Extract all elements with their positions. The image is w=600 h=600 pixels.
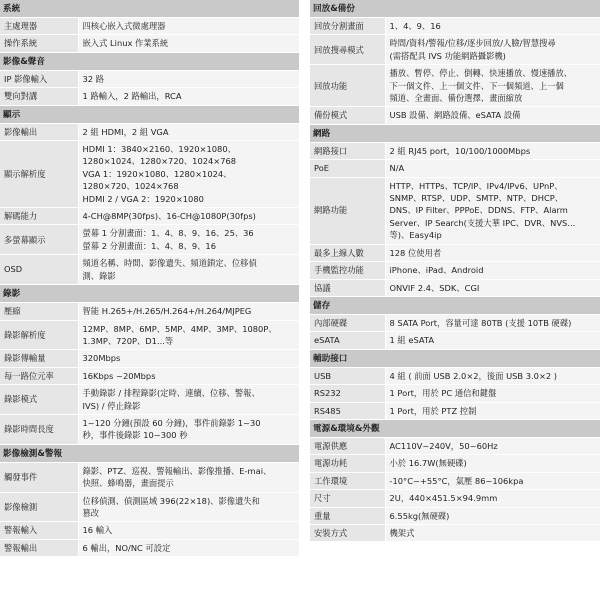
spec-label: 警報輸出	[0, 539, 78, 556]
spec-value	[385, 143, 600, 160]
spec-value	[78, 88, 299, 105]
spec-row	[310, 160, 600, 177]
spec-table	[310, 438, 600, 542]
spec-row	[0, 225, 299, 255]
spec-label: 尺寸	[310, 490, 385, 507]
spec-row	[310, 524, 600, 541]
spec-label: PoE	[310, 160, 385, 177]
spec-value-line: -10°C~+55°C，氣壓 86~106kpa	[389, 475, 524, 486]
spec-row	[310, 455, 600, 472]
spec-value-line: ONVIF 2.4、SDK、CGI	[389, 282, 480, 293]
spec-row	[310, 262, 600, 279]
spec-value-line: 6 輸出，NO/NC 可設定	[82, 542, 171, 553]
spec-value	[385, 455, 600, 472]
spec-value	[78, 414, 299, 444]
spec-label: 每一路位元率	[0, 367, 78, 384]
spec-table	[0, 463, 299, 557]
spec-value	[78, 320, 299, 350]
spec-value-line: 1~120 分鐘(預設 60 分鐘)，事件前錄影 1~30	[82, 417, 261, 428]
spec-value-line: 1 組 eSATA	[389, 335, 435, 346]
spec-value	[385, 385, 600, 402]
spec-label: 回放搜尋模式	[310, 35, 385, 65]
spec-value-line: 頻道、全畫面、備份選擇、畫面縮放	[389, 93, 523, 104]
spec-label: 影像檢測	[0, 492, 78, 522]
spec-table	[310, 315, 600, 350]
spec-table	[0, 124, 299, 285]
spec-value-line: 1280×1024、1280×720、1024×768	[82, 156, 237, 167]
spec-value-line: 2 組 RJ45 port，10/100/1000Mbps	[389, 145, 531, 156]
spec-value	[78, 350, 299, 367]
spec-label: 電源功耗	[310, 455, 385, 472]
spec-value-line: 4 組 ( 前面 USB 2.0×2，後面 USB 3.0×2 )	[389, 370, 558, 381]
spec-value-line: iPhone、iPad、Android	[389, 265, 484, 276]
spec-label: USB	[310, 368, 385, 385]
spec-row	[0, 303, 299, 320]
spec-value-line: IVS) / 停止錄影	[82, 400, 141, 411]
spec-value-line: 嵌入式 Linux 作業系統	[82, 38, 169, 49]
spec-row	[0, 367, 299, 384]
spec-value-line: 1 Port，用於 PC 通信和鍵盤	[389, 388, 497, 399]
spec-value-line: 位移偵測、偵測區域 396(22×18)、影像遺失和	[82, 495, 260, 506]
spec-value-line: 1.3MP、720P、D1...等	[82, 335, 174, 346]
spec-row	[0, 88, 299, 105]
spec-value-line: (需搭配具 IVS 功能網路攝影機)	[389, 50, 506, 61]
spec-value	[78, 225, 299, 255]
spec-label: 最多上線人數	[310, 244, 385, 261]
spec-row	[310, 385, 600, 402]
spec-value	[385, 262, 600, 279]
spec-value-line: 篡改	[82, 507, 100, 518]
spec-row	[0, 124, 299, 141]
section-header: 顯示	[0, 106, 299, 124]
spec-label: 重量	[310, 507, 385, 524]
spec-row	[310, 35, 600, 65]
spec-value-line: HDMI 1：3840×2160、1920×1080、	[82, 144, 236, 155]
spec-value-line: 1、4、9、16	[389, 21, 441, 31]
spec-row	[310, 332, 600, 349]
spec-value	[385, 438, 600, 455]
section-header: 影像檢測&警報	[0, 445, 299, 463]
spec-value	[385, 490, 600, 507]
spec-row	[0, 463, 299, 492]
spec-label: 錄影解析度	[0, 320, 78, 350]
spec-row	[310, 402, 600, 419]
section-header: 電源&環境&外觀	[310, 420, 600, 438]
spec-value	[78, 35, 299, 52]
spec-row	[310, 368, 600, 385]
spec-label: 多螢幕顯示	[0, 225, 78, 255]
spec-value	[385, 472, 600, 489]
spec-label: 手機監控功能	[310, 262, 385, 279]
spec-label: 影像輸出	[0, 124, 78, 141]
spec-table	[310, 18, 600, 125]
spec-label: 錄影模式	[0, 385, 78, 415]
spec-value-line: 等)、Easy4ip	[389, 230, 442, 241]
section-header: 錄影	[0, 285, 299, 303]
spec-label: 電源供應	[310, 438, 385, 455]
spec-label: 安裝方式	[310, 524, 385, 541]
spec-value	[78, 255, 299, 285]
spec-value-line: 螢幕 2 分割畫面：1、4、8、9、16	[82, 240, 216, 251]
spec-value	[385, 35, 600, 65]
spec-value	[78, 385, 299, 415]
section-header: 輔助接口	[310, 350, 600, 368]
spec-value	[385, 332, 600, 349]
spec-label: 顯示解析度	[0, 141, 78, 208]
spec-row	[0, 18, 299, 35]
spec-label: 觸發事件	[0, 463, 78, 492]
spec-row	[0, 350, 299, 367]
spec-row	[310, 315, 600, 332]
spec-value	[385, 65, 600, 107]
spec-label: RS485	[310, 402, 385, 419]
spec-value-line: 1 路輸入，2 路輸出，RCA	[82, 91, 182, 102]
section-header: 回放&備份	[310, 0, 600, 18]
spec-value	[385, 368, 600, 385]
spec-label: 主處理器	[0, 18, 78, 35]
spec-value-line: 320Mbps	[82, 353, 121, 364]
spec-value	[385, 507, 600, 524]
spec-row	[310, 107, 600, 124]
spec-row	[310, 143, 600, 160]
spec-label: 內部硬碟	[310, 315, 385, 332]
spec-label: 回放分割畫面	[310, 18, 385, 35]
section-header: 儲存	[310, 297, 600, 315]
spec-row	[0, 522, 299, 539]
spec-value	[78, 367, 299, 384]
spec-label: 工作環境	[310, 472, 385, 489]
spec-row	[310, 18, 600, 35]
spec-value	[78, 71, 299, 88]
spec-value-line: 時間/資料/警報/位移/逐步回放/人臉/智慧搜尋	[389, 38, 556, 49]
spec-value	[78, 141, 299, 208]
section-header: 系統	[0, 0, 299, 18]
spec-label: 操作系統	[0, 35, 78, 52]
spec-row	[0, 141, 299, 208]
spec-value-line: 4-CH@8MP(30fps)、16-CH@1080P(30fps)	[82, 211, 256, 222]
spec-row	[0, 385, 299, 415]
spec-value-line: 32 路	[82, 73, 104, 84]
spec-value-line: 1 Port，用於 PTZ 控制	[389, 405, 477, 416]
spec-value-line: HTTP、HTTPs、TCP/IP、IPv4/IPv6、UPnP、	[389, 180, 563, 191]
spec-row	[310, 438, 600, 455]
spec-value	[78, 303, 299, 320]
spec-row	[0, 320, 299, 350]
spec-value-line: 12MP、8MP、6MP、5MP、4MP、3MP、1080P、	[82, 323, 277, 334]
spec-value-line: AC110V~240V，50~60Hz	[389, 440, 498, 451]
spec-value-line: 秒，事件後錄影 10~300 秒	[82, 430, 188, 441]
spec-value	[385, 160, 600, 177]
spec-value-line: Server、IP Search(支援大華 IPC、DVR、NVS...	[389, 217, 576, 228]
spec-value	[78, 492, 299, 522]
spec-value	[78, 522, 299, 539]
spec-label: OSD	[0, 255, 78, 285]
spec-label: 錄影傳輸量	[0, 350, 78, 367]
spec-row	[310, 279, 600, 296]
spec-value-line: 快照、蜂鳴器，畫面提示	[82, 478, 174, 489]
spec-row	[310, 507, 600, 524]
spec-value-line: 下一個文件、上一個文件、下一個頻道、上一個	[389, 80, 564, 91]
spec-value	[78, 463, 299, 492]
spec-row	[0, 208, 299, 225]
spec-value	[78, 124, 299, 141]
spec-value-line: 2U，440×451.5×94.9mm	[389, 493, 498, 504]
spec-value	[78, 539, 299, 556]
spec-value-line: 螢幕 1 分割畫面：1、4、8、9、16、25、36	[82, 228, 254, 239]
spec-value-line: 錄影、PTZ、巡視、警報輸出、影像推播、E-mai、	[82, 465, 272, 476]
spec-value-line: 1280×720、1024×768	[82, 181, 179, 192]
spec-table	[0, 303, 299, 445]
left-spec-column	[0, 0, 299, 557]
right-spec-column	[310, 0, 600, 542]
spec-label: 錄影時間長度	[0, 414, 78, 444]
spec-value-line: 機架式	[389, 527, 415, 538]
spec-label: 網路接口	[310, 143, 385, 160]
spec-label: 警報輸入	[0, 522, 78, 539]
spec-value-line: HDMI 2 / VGA 2：1920×1080	[82, 193, 204, 204]
spec-row	[310, 177, 600, 244]
spec-value-line: 播放、暫停、停止、倒轉、快速播放、慢速播放、	[389, 68, 573, 79]
spec-label: 網路功能	[310, 177, 385, 244]
spec-label: RS232	[310, 385, 385, 402]
spec-value-line: 小於 16.7W(無硬碟)	[389, 458, 467, 469]
spec-label: 解碼能力	[0, 208, 78, 225]
spec-table	[0, 71, 299, 106]
spec-value-line: 智能 H.265+/H.265/H.264+/H.264/MJPEG	[82, 306, 252, 317]
spec-label: 回放功能	[310, 65, 385, 107]
spec-value-line: 8 SATA Port，容量可達 80TB (支援 10TB 硬碟)	[389, 317, 572, 328]
spec-row	[0, 255, 299, 285]
spec-row	[0, 492, 299, 522]
spec-value	[385, 279, 600, 296]
spec-table	[310, 368, 600, 420]
spec-value-line: 16 輸入	[82, 525, 113, 536]
spec-label: 雙向對講	[0, 88, 78, 105]
section-header: 網路	[310, 125, 600, 143]
spec-row	[310, 472, 600, 489]
spec-value-line: N/A	[389, 163, 405, 174]
spec-value-line: 128 位使用者	[389, 247, 442, 258]
spec-value-line: 頻道名稱、時間、影像遺失、頻道鎖定、位移偵	[82, 258, 257, 269]
spec-value-line: 手動錄影 / 排程錄影(定時、連續、位移、警報、	[82, 388, 260, 399]
spec-row	[310, 490, 600, 507]
spec-row	[310, 65, 600, 107]
spec-value-line: 四核心嵌入式微處理器	[82, 21, 166, 31]
spec-label: 備份模式	[310, 107, 385, 124]
spec-value	[78, 18, 299, 35]
spec-value-line: 16Kbps ~20Mbps	[82, 370, 156, 381]
spec-row	[310, 244, 600, 261]
spec-value-line: USB 設備、網路設備、eSATA 設備	[389, 110, 521, 121]
section-header: 影像&聲音	[0, 53, 299, 71]
spec-value	[385, 524, 600, 541]
spec-value	[385, 177, 600, 244]
spec-table	[0, 18, 299, 53]
spec-value	[78, 208, 299, 225]
spec-table	[310, 143, 600, 297]
spec-row	[0, 414, 299, 444]
spec-label: 協議	[310, 279, 385, 296]
spec-value-line: 2 組 HDMI，2 組 VGA	[82, 126, 169, 137]
spec-value	[385, 315, 600, 332]
spec-value-line: 測、錄影	[82, 270, 116, 281]
spec-value-line: SNMP、RTSP、UDP、SMTP、NTP、DHCP、	[389, 193, 564, 204]
spec-value	[385, 402, 600, 419]
spec-value	[385, 18, 600, 35]
spec-value-line: VGA 1：1920×1080、1280×1024、	[82, 168, 232, 179]
spec-row	[0, 539, 299, 556]
spec-value	[385, 244, 600, 261]
spec-value-line: DNS、IP Filter、PPPoE、DDNS、FTP、Alarm	[389, 205, 568, 216]
spec-label: IP 影像輸入	[0, 71, 78, 88]
spec-label: eSATA	[310, 332, 385, 349]
spec-row	[0, 71, 299, 88]
spec-value	[385, 107, 600, 124]
spec-label: 壓縮	[0, 303, 78, 320]
spec-value-line: 6.55kg(無硬碟)	[389, 510, 450, 521]
spec-row	[0, 35, 299, 52]
